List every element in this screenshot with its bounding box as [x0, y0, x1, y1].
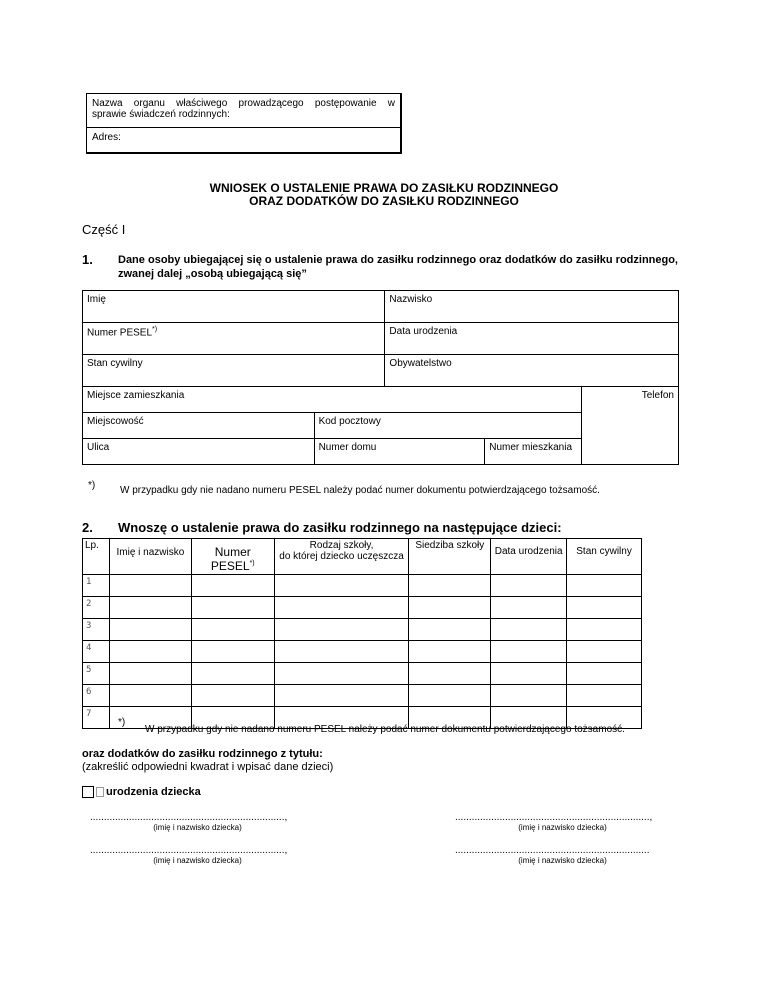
child-birth-date-cell[interactable] — [491, 597, 567, 619]
organ-box — [86, 93, 402, 154]
child-school-type-cell[interactable] — [274, 641, 409, 663]
last-name-label: Nazwisko — [389, 294, 433, 305]
organ-name-field[interactable] — [87, 94, 400, 128]
child-school-seat-cell[interactable] — [409, 575, 491, 597]
child-school-type-cell[interactable] — [274, 685, 409, 707]
first-name-field[interactable] — [83, 291, 385, 323]
child-name-cell[interactable] — [109, 575, 191, 597]
child-school-seat-cell[interactable] — [409, 685, 491, 707]
child-name-line-2[interactable] — [455, 812, 670, 832]
child-pesel-cell[interactable] — [191, 619, 274, 641]
section1-heading: Dane osoby ubiegającej się o ustalenie prawa do zasiłku rodzinnego oraz dodatków do zasiłku rodzinnego, zwanej dalej „osobą ubiegającą się” — [118, 254, 678, 280]
child-name-cell[interactable] — [109, 663, 191, 685]
child-pesel-cell[interactable] — [191, 575, 274, 597]
birth-option-checkbox[interactable] — [82, 786, 94, 798]
pesel-label: Numer PESEL — [87, 327, 153, 339]
birth-date-field[interactable] — [385, 323, 679, 355]
child-marital-status-cell[interactable] — [567, 575, 642, 597]
child-marital-status-cell[interactable] — [567, 685, 642, 707]
birth-date-label: Data urodzenia — [389, 326, 458, 337]
col-pesel — [191, 539, 274, 575]
citizenship-field[interactable] — [385, 355, 679, 387]
col-school-seat-label: Siedziba szkoły — [415, 540, 485, 551]
city-field[interactable] — [83, 413, 315, 439]
section2-footnote-mark: *) — [118, 717, 126, 728]
col-marital-status — [567, 539, 642, 575]
first-name-label: Imię — [87, 294, 106, 305]
col-pesel-label: Numer PESEL — [210, 545, 251, 573]
marital-status-label: Stan cywilny — [87, 358, 143, 369]
residence-header — [83, 387, 582, 413]
apartment-number-field[interactable] — [485, 439, 582, 465]
pesel-field[interactable] — [83, 323, 385, 355]
col-lp-label: Lp. — [85, 540, 99, 551]
section2-footnote: W przypadku gdy nie nadano numeru PESEL należy podać numer dokumentu potwierdzającego tożsamość. — [145, 724, 625, 735]
child-pesel-cell[interactable] — [191, 641, 274, 663]
organ-address-label: Adres: — [92, 132, 121, 143]
phone-field[interactable] — [582, 387, 679, 465]
street-label: Ulica — [87, 442, 110, 453]
col-birth-date-label: Data urodzenia — [494, 546, 563, 557]
organ-name-label-line2: sprawie świadczeń rodzinnych: — [92, 109, 230, 120]
col-lp — [83, 539, 110, 575]
col-school-seat — [409, 539, 491, 575]
table-row — [83, 685, 642, 707]
row-number: 6 — [83, 685, 110, 707]
col-marital-status-label: Stan cywilny — [576, 546, 632, 557]
col-name-label: Imię i nazwisko — [116, 547, 185, 558]
col-pesel-mark: *) — [249, 560, 255, 567]
table-row — [83, 575, 642, 597]
child-pesel-cell[interactable] — [191, 597, 274, 619]
child-school-seat-cell[interactable] — [409, 641, 491, 663]
section2-heading: Wnoszę o ustalenie prawa do zasiłku rodzinnego na następujące dzieci: — [118, 520, 562, 535]
child-birth-date-cell[interactable] — [491, 685, 567, 707]
birth-option-row — [82, 786, 201, 798]
child-school-type-cell[interactable] — [274, 619, 409, 641]
child-marital-status-cell[interactable] — [567, 641, 642, 663]
child-marital-status-cell[interactable] — [567, 597, 642, 619]
row-number: 2 — [83, 597, 110, 619]
child-school-type-cell[interactable] — [274, 663, 409, 685]
form-title-line2: ORAZ DODATKÓW DO ZASIŁKU RODZINNEGO — [249, 194, 519, 208]
col-name — [109, 539, 191, 575]
row-number: 3 — [83, 619, 110, 641]
children-table — [82, 538, 642, 729]
phone-label: Telefon — [641, 390, 674, 401]
postal-code-label: Kod pocztowy — [318, 416, 381, 427]
child-pesel-cell[interactable] — [191, 663, 274, 685]
child-birth-date-cell[interactable] — [491, 641, 567, 663]
child-school-type-cell[interactable] — [274, 597, 409, 619]
section2-number: 2. — [82, 520, 93, 535]
child-name-line-3[interactable] — [90, 845, 305, 865]
street-field[interactable] — [83, 439, 315, 465]
row-number: 5 — [83, 663, 110, 685]
child-school-seat-cell[interactable] — [409, 597, 491, 619]
table-row — [83, 597, 642, 619]
child-birth-date-cell[interactable] — [491, 575, 567, 597]
checkbox-glyph-icon — [96, 787, 104, 797]
birth-option-label: urodzenia dziecka — [106, 786, 201, 798]
col-school-type-label-1: Rodzaj szkoły, — [309, 540, 374, 551]
pesel-footnote-mark: *) — [152, 326, 158, 333]
child-name-cell[interactable] — [109, 641, 191, 663]
section1-footnote: W przypadku gdy nie nadano numeru PESEL należy podać numer dokumentu potwierdzającego tożsamość. — [120, 485, 600, 496]
table-row — [83, 663, 642, 685]
last-name-field[interactable] — [385, 291, 679, 323]
col-school-type — [274, 539, 409, 575]
apartment-number-label: Numer mieszkania — [489, 442, 573, 453]
dotted-line: ......................................................................, — [90, 845, 288, 856]
child-name-caption: (imię i nazwisko dziecka) — [518, 823, 607, 832]
house-number-field[interactable] — [314, 439, 485, 465]
child-pesel-cell[interactable] — [191, 685, 274, 707]
residence-label: Miejsce zamieszkania — [87, 390, 185, 401]
organ-address-field[interactable] — [87, 128, 400, 147]
form-title-line1: WNIOSEK O USTALENIE PRAWA DO ZASIŁKU RODZINNEGO — [209, 181, 559, 195]
child-name-line-1[interactable] — [90, 812, 305, 832]
section1-number: 1. — [82, 252, 93, 267]
city-label: Miejscowość — [87, 416, 144, 427]
house-number-label: Numer domu — [318, 442, 377, 453]
organ-name-label-line1: Nazwa organu właściwego prowadzącego postępowanie w — [92, 98, 395, 109]
supplements-heading: oraz dodatków do zasiłku rodzinnego z tytułu: — [82, 748, 323, 760]
table-row — [83, 641, 642, 663]
child-marital-status-cell[interactable] — [567, 619, 642, 641]
child-name-line-4[interactable] — [455, 845, 670, 865]
supplements-block — [82, 748, 333, 774]
child-name-cell[interactable] — [109, 597, 191, 619]
marital-status-field[interactable] — [83, 355, 385, 387]
form-title — [0, 182, 768, 208]
col-school-type-label-2: do której dziecko uczęszcza — [279, 551, 404, 562]
col-birth-date — [491, 539, 567, 575]
row-number: 4 — [83, 641, 110, 663]
child-school-seat-cell[interactable] — [409, 663, 491, 685]
child-birth-date-cell[interactable] — [491, 619, 567, 641]
section1-footnote-mark: *) — [88, 480, 96, 491]
citizenship-label: Obywatelstwo — [389, 358, 452, 369]
supplements-instruction: (zakreślić odpowiedni kwadrat i wpisać dane dzieci) — [82, 761, 334, 773]
child-marital-status-cell[interactable] — [567, 663, 642, 685]
dotted-line: ......................................................................, — [455, 812, 653, 823]
dotted-line: ...................................................................... — [455, 845, 650, 856]
table-row — [83, 619, 642, 641]
child-school-type-cell[interactable] — [274, 575, 409, 597]
child-birth-date-cell[interactable] — [491, 663, 567, 685]
child-name-caption: (imię i nazwisko dziecka) — [518, 856, 607, 865]
child-name-cell[interactable] — [109, 619, 191, 641]
applicant-data-table — [82, 290, 679, 465]
part-label: Część I — [82, 222, 126, 237]
child-school-seat-cell[interactable] — [409, 619, 491, 641]
child-name-cell[interactable] — [109, 685, 191, 707]
child-name-caption: (imię i nazwisko dziecka) — [153, 823, 242, 832]
postal-code-field[interactable] — [314, 413, 582, 439]
row-number: 1 — [83, 575, 110, 597]
child-name-caption: (imię i nazwisko dziecka) — [153, 856, 242, 865]
dotted-line: ......................................................................, — [90, 812, 288, 823]
row-number: 7 — [83, 707, 110, 729]
